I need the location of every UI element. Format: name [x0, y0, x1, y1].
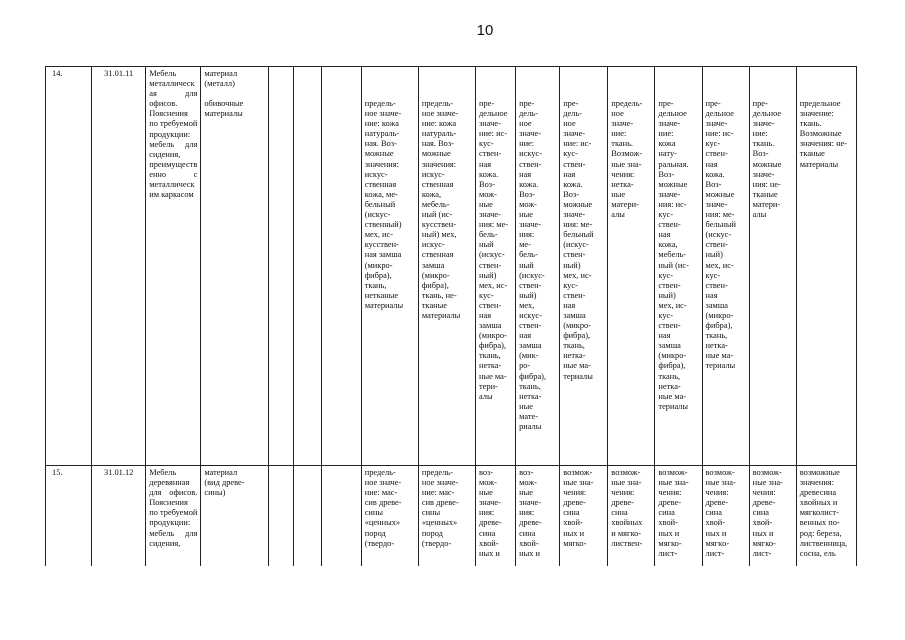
value-cell: предель- ное значе- ние: мас- сив древе- сины «ценных» пород (твердо- — [361, 466, 418, 567]
value-cell: возмож- ные зна- чения: древе- сина хвойных и мягко- листвен- — [608, 466, 655, 567]
value-cell: пре- дельное значе- ние: ткань. Воз- можные значе- ния: не- тканые матери- алы — [749, 67, 796, 466]
empty-cell — [268, 466, 293, 567]
specification-table — [45, 66, 857, 566]
value-cell: воз- мож- ные значе- ния: древе- сина хвой- ных и — [516, 466, 560, 567]
okpd-code: 31.01.11 — [92, 67, 146, 466]
table-row — [46, 466, 857, 567]
value-cell: пре- дельное значе- ние: ис- кус- ствен- ная кожа. Воз- мож- ные значе- ния: ме- бель- ный (искус- ствен- ный) мех, ис- кус- ствен- ная замша (микро- фибра), ткань, нетка- ные ма- тери- алы — [476, 67, 516, 466]
empty-cell — [293, 466, 321, 567]
value-cell: пре- дельное значе- ние: кожа нату- ральная. Воз- можные значе- ния: ис- кус- ствен- ная кожа, мебель- ный (ис- кус- ствен- ный) мех, ис- кус- ствен- ная замша (микро- фибра), ткань, нетка- ные ма- териалы — [655, 67, 702, 466]
value-cell: предель- ное значе- ние: кожа натураль- ная. Воз- можные значения: искус- ственная кожа, мебель- ный (ис- кусствен- ный) мех, искус- ственная замша (микро- фибра), ткань, не- тканые материалы — [418, 67, 475, 466]
value-cell: возмож- ные зна- чения: древе- сина хвой- ных и мягко- — [560, 466, 608, 567]
value-cell: пре- дель- ное значе- ние: ис- кус- ствен- ная кожа. Воз- можные значе- ния: ме- бельный (искус- ствен- ный) мех, ис- кус- ствен- ная замша (микро- фибра), ткань, нетка- ные ма- териалы — [560, 67, 608, 466]
value-cell: воз- мож- ные значе- ния: древе- сина хвой- ных и — [476, 466, 516, 567]
value-cell: предель- ное значе- ние: мас- сив древе- сины «ценных» пород (твердо- — [418, 466, 475, 567]
value-cell: предель- ное значе- ние: ткань. Возмож- ные зна- чения: нетка- ные матери- алы — [608, 67, 655, 466]
empty-cell — [293, 67, 321, 466]
product-name: Мебель металлическая для офисов. Пояснения по требуемой продукции: мебель для сидения, преимущественно с металлическим каркасом — [146, 67, 201, 466]
specification-table-frame — [45, 66, 857, 566]
value-cell: возмож- ные зна- чения: древе- сина хвой- ных и мягкo- лист- — [702, 466, 749, 567]
characteristic-name: материал (металл) обивочные материалы — [201, 67, 268, 466]
empty-cell — [321, 466, 361, 567]
row-number: 14. — [46, 67, 92, 466]
characteristic-name: материал (вид древе- сины) — [201, 466, 268, 567]
value-cell: возмож- ные зна- чения: древе- сина хвой- ных и мягко- лист- — [749, 466, 796, 567]
page-number: 10 — [476, 22, 494, 39]
value-cell: возмож- ные зна- чения: древе- сина хвой- ных и мягко- лист- — [655, 466, 702, 567]
okpd-code: 31.01.12 — [92, 466, 146, 567]
empty-cell — [321, 67, 361, 466]
product-name: Мебель деревянная для офисов. Пояснения по требуемой продукции: мебель для сидения, — [146, 466, 201, 567]
value-cell: возможные значения: древесина хвойных и мягколист- венных по- род: береза, лиственница, сосна, ель — [796, 466, 856, 567]
value-cell: предель- ное значе- ние: кожа натураль- ная. Воз- можные значения: искус- ственная кожа, ме- бельный (искус- ственный) мех, ис- кусствен- ная замша (микро- фибра), ткань, нетканые материалы — [361, 67, 418, 466]
value-cell: предельное значение: ткань. Возможные значения: не- тканые материалы — [796, 67, 856, 466]
row-number: 15. — [46, 466, 92, 567]
value-cell: пре- дель- ное значе- ние: искус- ствен- ная кожа. Воз- мож- ные значе- ния: ме- бель- ный (искус- ствен- ный) мех, искус- ствен- ная замша (мик- ро- фибра), ткань, нетка- ные мате- риалы — [516, 67, 560, 466]
table-row — [46, 67, 857, 466]
empty-cell — [268, 67, 293, 466]
value-cell: пре- дельное значе- ние: ис- кус- ствен- ная кожа. Воз- можные значе- ния: ме- бельный (искус- ствен- ный) мех, ис- кус- ствен- ная замша (микро- фибра), ткань, нетка- ные ма- териалы — [702, 67, 749, 466]
